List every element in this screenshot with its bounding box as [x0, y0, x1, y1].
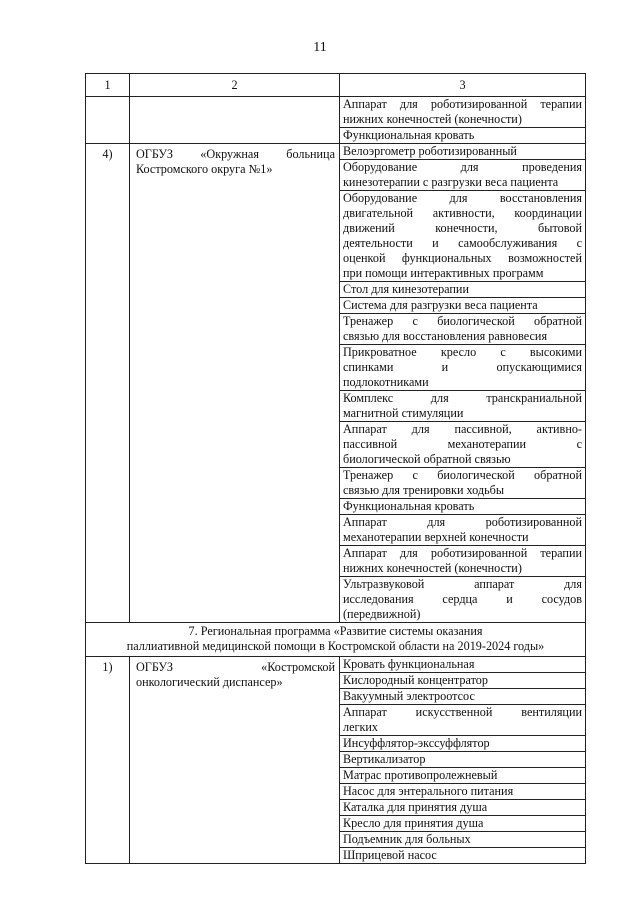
equipment-item-line: кинезотерапии с разгрузки веса пациента: [343, 175, 559, 189]
organization-name-line: Костромского округа №1»: [136, 162, 273, 176]
equipment-item-line: Оборудование для восстановления: [343, 191, 582, 205]
equipment-table: [85, 73, 586, 864]
row-number: 1): [86, 657, 130, 864]
equipment-item: [340, 768, 586, 784]
section-heading: [86, 623, 586, 657]
equipment-item: [340, 657, 586, 673]
equipment-item: [340, 689, 586, 705]
equipment-item-line: нижних конечностей (конечности): [343, 112, 522, 126]
equipment-item: [340, 499, 586, 515]
equipment-item-line: Аппарат для роботизированной: [343, 515, 582, 529]
equipment-item-line: Аппарат искусственной вентиляции: [343, 705, 582, 719]
equipment-item: [340, 515, 586, 546]
equipment-item-line: магнитной стимуляции: [343, 406, 464, 420]
equipment-item-line: Шприцевой насос: [343, 848, 437, 862]
equipment-item-line: при помощи интерактивных программ: [343, 266, 544, 280]
organization-name-line: ОГБУЗ «Окружная больница: [136, 147, 335, 161]
equipment-item-line: Кресло для принятия душа: [343, 816, 484, 830]
section-heading-row: [86, 623, 586, 657]
equipment-item-line: деятельности и самообслуживания с: [343, 236, 582, 250]
equipment-item-line: Функциональная кровать: [343, 499, 475, 513]
equipment-item-line: оценкой функциональных возможностей: [343, 251, 582, 265]
equipment-item-line: движений конечности, бытовой: [343, 221, 582, 235]
table-row: [86, 144, 586, 160]
equipment-item-line: Функциональная кровать: [343, 128, 475, 142]
equipment-item: [340, 314, 586, 345]
equipment-item: [340, 736, 586, 752]
equipment-item: [340, 468, 586, 499]
equipment-item: [340, 391, 586, 422]
equipment-item: [340, 784, 586, 800]
section-heading-line: 7. Региональная программа «Развитие системы оказания: [188, 624, 483, 638]
equipment-item-line: двигательной активности, координации: [343, 206, 582, 220]
equipment-item: [340, 752, 586, 768]
section-heading-line: паллиативной медицинской помощи в Костромской области на 2019-2024 годы»: [126, 639, 545, 653]
equipment-item-line: пассивной механотерапии с: [343, 437, 582, 451]
equipment-item-line: Кровать функциональная: [343, 657, 475, 671]
equipment-item-line: Насос для энтерального питания: [343, 784, 514, 798]
equipment-item-line: Оборудование для проведения: [343, 160, 582, 174]
header-col-2: 2: [130, 74, 340, 97]
equipment-item: [340, 673, 586, 689]
equipment-item: [340, 577, 586, 623]
table-header-row: [86, 74, 586, 97]
equipment-item-line: Ультразвуковой аппарат для: [343, 577, 582, 591]
equipment-item: [340, 800, 586, 816]
table-row: [86, 97, 586, 128]
equipment-item: [340, 298, 586, 314]
header-col-1: 1: [86, 74, 130, 97]
equipment-item-line: Вакуумный электроотсос: [343, 689, 475, 703]
equipment-item: [340, 345, 586, 391]
equipment-item-line: Аппарат для роботизированной терапии: [343, 546, 582, 560]
equipment-item-line: Каталка для принятия душа: [343, 800, 488, 814]
equipment-item-line: механотерапии верхней конечности: [343, 530, 529, 544]
equipment-item: [340, 848, 586, 864]
row-number: [86, 97, 130, 144]
organization-cell: [130, 657, 340, 864]
organization-cell: [130, 97, 340, 144]
organization-name-line: онкологический диспансер»: [136, 675, 283, 689]
equipment-item-line: Велоэргометр роботизированный: [343, 144, 517, 158]
organization-cell: [130, 144, 340, 623]
equipment-item-line: связью для тренировки ходьбы: [343, 483, 505, 497]
table-row: [86, 657, 586, 673]
equipment-item-line: Комплекс для транскраниальной: [343, 391, 582, 405]
equipment-item-line: Матрас противопролежневый: [343, 768, 498, 782]
equipment-item-line: Стол для кинезотерапии: [343, 282, 469, 296]
equipment-item: [340, 705, 586, 736]
equipment-item-line: Система для разгрузки веса пациента: [343, 298, 538, 312]
equipment-item-line: нижних конечностей (конечности): [343, 561, 522, 575]
equipment-item-line: исследования сердца и сосудов: [343, 592, 582, 606]
equipment-item: [340, 546, 586, 577]
page-number: 11: [313, 40, 327, 55]
equipment-item: [340, 282, 586, 298]
equipment-item: [340, 422, 586, 468]
equipment-item-line: Аппарат для роботизированной терапии: [343, 97, 582, 111]
equipment-item-line: Подъемник для больных: [343, 832, 471, 846]
equipment-item-line: Инсуффлятор-экссуффлятор: [343, 736, 490, 750]
equipment-item-line: Прикроватное кресло с высокими: [343, 345, 582, 359]
equipment-item: [340, 191, 586, 282]
equipment-item-line: легких: [343, 720, 379, 734]
organization-name-line: ОГБУЗ «Костромской: [136, 660, 335, 674]
equipment-item: [340, 128, 586, 144]
equipment-item-line: Кислородный концентратор: [343, 673, 488, 687]
equipment-item-line: спинками и опускающимися: [343, 360, 582, 374]
header-col-3: 3: [340, 74, 586, 97]
equipment-item: [340, 816, 586, 832]
equipment-item-line: связью для восстановления равновесия: [343, 329, 548, 343]
equipment-item: [340, 144, 586, 160]
equipment-item-line: Тренажер с биологической обратной: [343, 314, 582, 328]
equipment-item: [340, 97, 586, 128]
equipment-item-line: Тренажер с биологической обратной: [343, 468, 582, 482]
equipment-item-line: Вертикализатор: [343, 752, 426, 766]
equipment-item: [340, 160, 586, 191]
equipment-item-line: подлокотниками: [343, 375, 429, 389]
equipment-item-line: биологической обратной связью: [343, 452, 511, 466]
row-number: 4): [86, 144, 130, 623]
equipment-item: [340, 832, 586, 848]
equipment-item-line: (передвижной): [343, 607, 421, 621]
equipment-item-line: Аппарат для пассивной, активно-: [343, 422, 582, 436]
